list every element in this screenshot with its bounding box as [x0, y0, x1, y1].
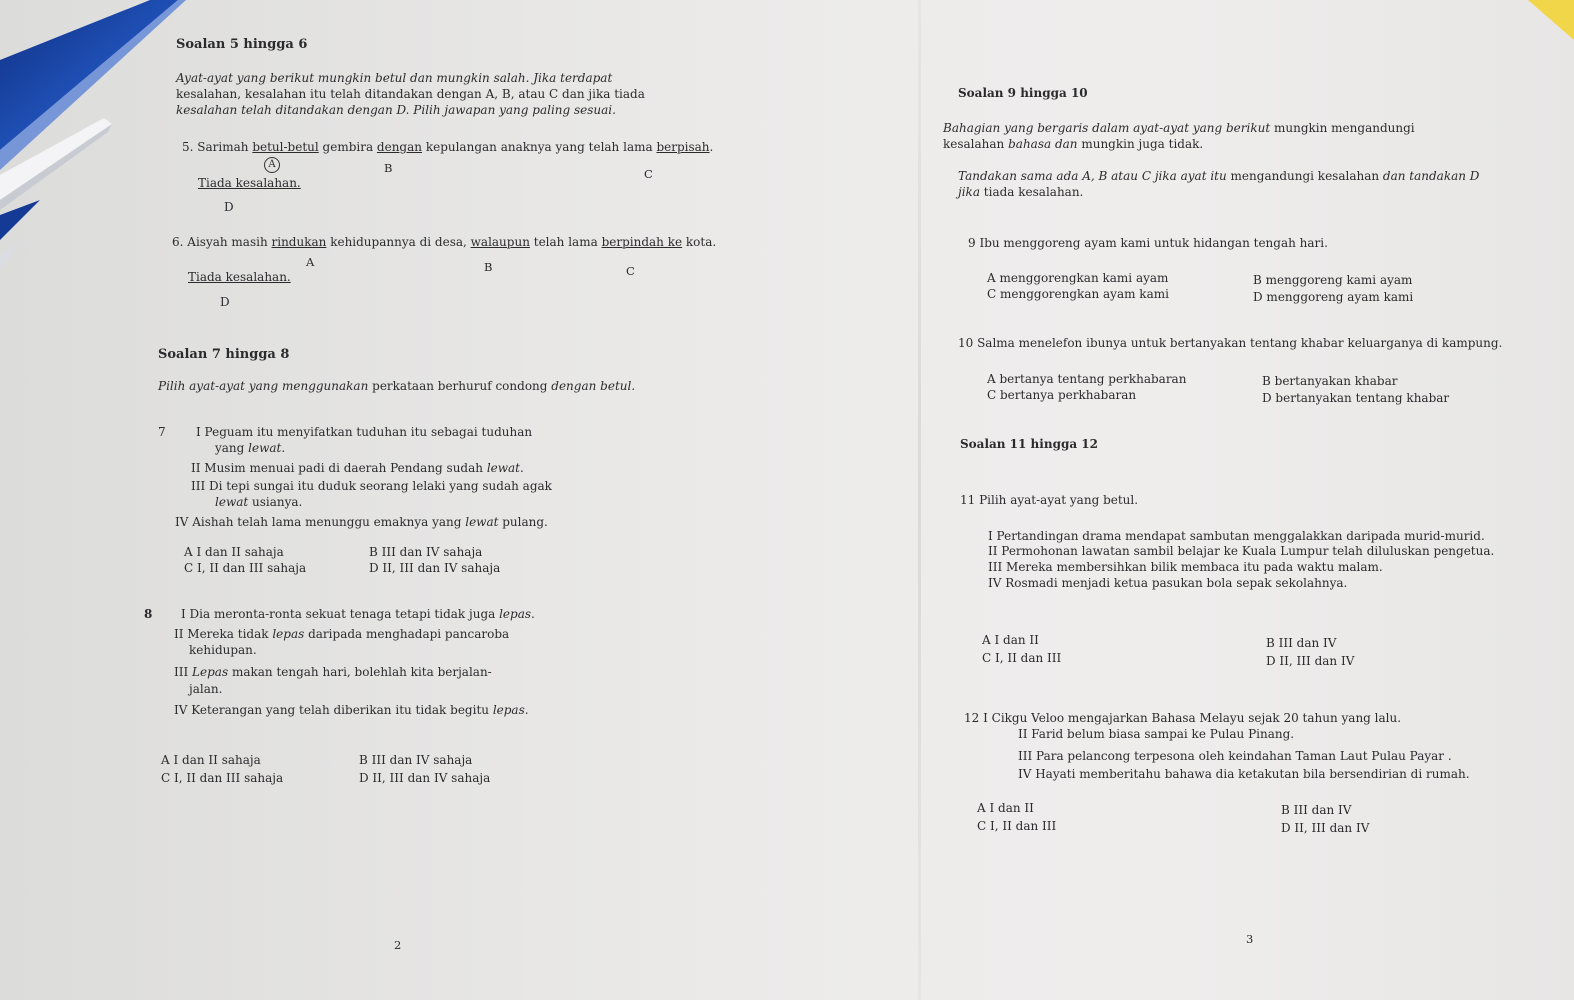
option-b: B III dan IV sahaja — [359, 753, 473, 767]
option-b: B III dan IV — [1281, 803, 1352, 817]
option-a: A I dan II — [982, 633, 1039, 647]
option-d: D II, III dan IV — [1281, 821, 1370, 835]
statement-ii: II Farid belum biasa sampai ke Pulau Pinang. — [1018, 727, 1295, 741]
question-number-7: 7 — [158, 425, 166, 439]
option-a: A bertanya tentang perkhabaran — [987, 372, 1187, 386]
statement-iv: IV Aishah telah lama menunggu emaknya yang lewat pulang. — [175, 515, 548, 529]
statement-ii: II Permohonan lawatan sambil belajar ke Kuala Lumpur telah diluluskan pengetua. — [988, 544, 1495, 558]
statement-iii-cont: jalan. — [189, 682, 223, 696]
statement-ii-cont: kehidupan. — [189, 643, 257, 657]
question-10: 10 Salma menelefon ibunya untuk bertanyakan tentang khabar keluarganya di kampung. — [958, 336, 1503, 350]
question-number: 5. — [182, 140, 194, 154]
underlined-part-a: betul-betul — [252, 140, 319, 154]
instruction-line-2: kesalahan, kesalahan itu telah ditandakan dengan A, B, atau C dan jika tiada — [176, 87, 645, 101]
statement-i-cont: yang lewat. — [215, 441, 286, 455]
statement-i: I Dia meronta-ronta sekuat tenaga tetapi tidak juga lepas. — [181, 607, 535, 621]
statement-iii: III Lepas makan tengah hari, bolehlah kita berjalan- — [174, 665, 492, 679]
option-c: C I, II dan III — [982, 651, 1062, 665]
underlined-part-c: berpindah ke — [601, 235, 683, 249]
question-number: 6. — [172, 235, 184, 249]
underlined-part-b: walaupun — [470, 235, 530, 249]
option-b: B III dan IV — [1266, 636, 1337, 650]
option-c: C bertanya perkhabaran — [987, 388, 1137, 402]
statement-ii: II Musim menuai padi di daerah Pendang sudah lewat. — [191, 461, 524, 475]
question-12-statement-i: 12 I Cikgu Veloo mengajarkan Bahasa Melayu sejak 20 tahun yang lalu. — [964, 711, 1402, 725]
option-c: C I, II dan III sahaja — [161, 771, 284, 785]
statement-iii-cont: lewat usianya. — [215, 495, 303, 509]
instruction-line-3: Tandakan sama ada A, B atau C jika ayat itu mengandungi kesalahan dan tandakan D — [958, 169, 1480, 183]
option-c: C I, II dan III sahaja — [184, 561, 307, 575]
question-text: Sarimah — [197, 140, 253, 154]
option-d-no-error: Tiada kesalahan. — [188, 270, 291, 284]
option-marker-c: C — [644, 167, 653, 181]
page-number-left: 2 — [394, 938, 402, 952]
instruction-line-1: Ayat-ayat yang berikut mungkin betul dan mungkin salah. Jika terdapat — [176, 71, 613, 85]
statement-ii: II Mereka tidak lepas daripada menghadapi pancaroba — [174, 627, 510, 641]
option-d: D II, III dan IV — [1266, 654, 1355, 668]
option-d: D menggoreng ayam kami — [1253, 290, 1414, 304]
option-c: C I, II dan III — [977, 819, 1057, 833]
instruction-line-1: Bahagian yang bergaris dalam ayat-ayat yang berikut mungkin mengandungi — [943, 121, 1415, 135]
question-11: 11 Pilih ayat-ayat yang betul. — [960, 493, 1139, 507]
option-marker-d: D — [220, 295, 230, 309]
section-heading-11-12: Soalan 11 hingga 12 — [960, 437, 1098, 451]
section-heading-9-10: Soalan 9 hingga 10 — [958, 86, 1088, 100]
statement-iii: III Para pelancong terpesona oleh keindahan Taman Laut Pulau Payar . — [1018, 749, 1452, 763]
instruction-7-8: Pilih ayat-ayat yang menggunakan perkataan berhuruf condong dengan betul. — [158, 379, 636, 393]
statement-i: I Pertandingan drama mendapat sambutan menggalakkan daripada murid-murid. — [988, 529, 1485, 543]
option-marker-b: B — [384, 161, 393, 175]
section-heading-5-6: Soalan 5 hingga 6 — [176, 37, 308, 52]
instruction-line-3: kesalahan telah ditandakan dengan D. Pilih jawapan yang paling sesuai. — [176, 103, 616, 117]
statement-i: I Peguam itu menyifatkan tuduhan itu sebagai tuduhan — [196, 425, 533, 439]
statement-iv: IV Rosmadi menjadi ketua pasukan bola sepak sekolahnya. — [988, 576, 1348, 590]
question-6: 6. Aisyah masih rindukan kehidupannya di desa, walaupun telah lama berpindah ke kota. — [172, 235, 717, 249]
statement-iii: III Mereka membersihkan bilik membaca itu pada waktu malam. — [988, 560, 1383, 574]
statement-iv: IV Hayati memberitahu bahawa dia ketakutan bila bersendirian di rumah. — [1018, 767, 1470, 781]
page-fold — [918, 0, 921, 1000]
option-marker-a-circled: A — [264, 157, 280, 173]
option-a: A I dan II sahaja — [161, 753, 261, 767]
pen-icon — [0, 0, 200, 290]
instruction-line-4: jika tiada kesalahan. — [958, 185, 1084, 199]
underlined-part-c: berpisah — [656, 140, 710, 154]
option-marker-b: B — [484, 260, 493, 274]
statement-iii: III Di tepi sungai itu duduk seorang lelaki yang sudah agak — [191, 479, 552, 493]
option-a: A menggorengkan kami ayam — [987, 271, 1169, 285]
option-d-no-error: Tiada kesalahan. — [198, 176, 301, 190]
underlined-part-b: dengan — [376, 140, 422, 154]
question-number-8: 8 — [144, 607, 153, 621]
option-a: A I dan II sahaja — [184, 545, 284, 559]
option-b: B III dan IV sahaja — [369, 545, 483, 559]
option-d: D II, III dan IV sahaja — [369, 561, 501, 575]
option-a: A I dan II — [977, 801, 1034, 815]
underlined-part-a: rindukan — [271, 235, 327, 249]
statement-iv: IV Keterangan yang telah diberikan itu tidak begitu lepas. — [174, 703, 529, 717]
option-marker-d: D — [224, 200, 234, 214]
option-b: B menggoreng kami ayam — [1253, 273, 1413, 287]
option-d: D bertanyakan tentang khabar — [1262, 391, 1450, 405]
question-9: 9 Ibu menggoreng ayam kami untuk hidangan tengah hari. — [968, 236, 1328, 250]
option-b: B bertanyakan khabar — [1262, 374, 1398, 388]
option-marker-c: C — [626, 264, 635, 278]
option-d: D II, III dan IV sahaja — [359, 771, 491, 785]
paper-clip-icon — [1508, 0, 1574, 40]
option-marker-a: A — [306, 255, 315, 269]
question-5: 5. Sarimah betul-betul gembira dengan kepulangan anaknya yang telah lama berpisah. — [182, 140, 714, 154]
section-heading-7-8: Soalan 7 hingga 8 — [158, 347, 290, 362]
instruction-line-2: kesalahan bahasa dan mungkin juga tidak. — [943, 137, 1204, 151]
page-number-right: 3 — [1246, 932, 1254, 946]
option-c: C menggorengkan ayam kami — [987, 287, 1169, 301]
